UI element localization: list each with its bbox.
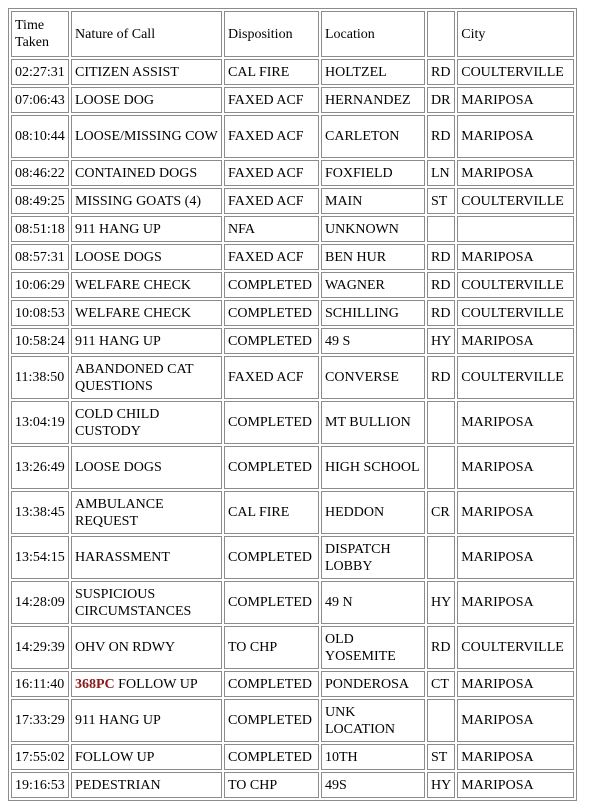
- cell-nature-of-call: [71, 328, 222, 354]
- cell-disposition: TO CHP: [224, 772, 319, 798]
- cell-street-suffix: RD: [427, 272, 455, 298]
- cell-disposition: COMPLETED: [224, 536, 319, 579]
- nature-text: 911 HANG UP: [75, 221, 161, 237]
- nature-text: LOOSE/MISSING COW: [75, 129, 218, 144]
- table-row: [11, 59, 574, 85]
- cell-street-suffix: HY: [427, 581, 455, 624]
- cell-nature-of-call: [71, 115, 222, 158]
- cell-time-taken: 08:51:18: [11, 216, 69, 242]
- nature-text: 911 HANG UP: [75, 713, 161, 728]
- nature-text: LOOSE DOG: [75, 92, 154, 108]
- cell-disposition: COMPLETED: [224, 328, 319, 354]
- cell-street-suffix: DR: [427, 87, 455, 113]
- nature-text: FOLLOW UP: [118, 676, 198, 692]
- cell-time-taken: 13:26:49: [11, 446, 69, 489]
- penal-code-label: 368PC: [75, 676, 115, 692]
- header-location: Location: [321, 11, 425, 57]
- cell-disposition: TO CHP: [224, 626, 319, 669]
- table-row: [11, 744, 574, 770]
- cell-disposition: CAL FIRE: [224, 59, 319, 85]
- header-time-taken: Time Taken: [11, 11, 69, 57]
- cell-location: SCHILLING: [321, 300, 425, 326]
- cell-location: 49S: [321, 772, 425, 798]
- cell-city: MARIPOSA: [457, 244, 574, 270]
- nature-text: COLD CHILD CUSTODY: [75, 406, 160, 439]
- nature-text: AMBULANCE REQUEST: [75, 496, 164, 529]
- cell-time-taken: 13:38:45: [11, 491, 69, 534]
- table-row: [11, 401, 574, 444]
- cell-time-taken: 14:28:09: [11, 581, 69, 624]
- table-row: [11, 536, 574, 579]
- cell-disposition: FAXED ACF: [224, 356, 319, 399]
- cell-location: 10TH: [321, 744, 425, 770]
- cell-location: PONDEROSA: [321, 671, 425, 697]
- cell-nature-of-call: [71, 536, 222, 579]
- cell-location: FOXFIELD: [321, 160, 425, 186]
- cell-street-suffix: CT: [427, 671, 455, 697]
- cell-street-suffix: CR: [427, 491, 455, 534]
- cell-nature-of-call: [71, 446, 222, 489]
- cell-time-taken: 16:11:40: [11, 671, 69, 697]
- table-row: [11, 188, 574, 214]
- cell-location: MT BULLION: [321, 401, 425, 444]
- cell-time-taken: 08:10:44: [11, 115, 69, 158]
- cell-nature-of-call: [71, 671, 222, 697]
- cell-location: CARLETON: [321, 115, 425, 158]
- table-row: [11, 328, 574, 354]
- header-street-suffix: [427, 11, 455, 57]
- cell-city: MARIPOSA: [457, 772, 574, 798]
- table-row: [11, 244, 574, 270]
- cell-city: COULTERVILLE: [457, 59, 574, 85]
- cell-location: CONVERSE: [321, 356, 425, 399]
- cell-location: 49 S: [321, 328, 425, 354]
- cell-city: COULTERVILLE: [457, 272, 574, 298]
- cell-city: MARIPOSA: [457, 115, 574, 158]
- cell-city: COULTERVILLE: [457, 356, 574, 399]
- header-city: City: [457, 11, 574, 57]
- call-log-body: [11, 59, 574, 798]
- cell-nature-of-call: [71, 356, 222, 399]
- cell-disposition: CAL FIRE: [224, 491, 319, 534]
- cell-street-suffix: RD: [427, 244, 455, 270]
- cell-time-taken: 10:06:29: [11, 272, 69, 298]
- cell-city: MARIPOSA: [457, 328, 574, 354]
- cell-disposition: COMPLETED: [224, 300, 319, 326]
- cell-nature-of-call: [71, 401, 222, 444]
- cell-location: UNK LOCATION: [321, 699, 425, 742]
- cell-time-taken: 10:08:53: [11, 300, 69, 326]
- cell-nature-of-call: [71, 188, 222, 214]
- cell-time-taken: 13:54:15: [11, 536, 69, 579]
- cell-disposition: FAXED ACF: [224, 188, 319, 214]
- cell-disposition: NFA: [224, 216, 319, 242]
- table-row: [11, 216, 574, 242]
- cell-street-suffix: RD: [427, 59, 455, 85]
- nature-text: WELFARE CHECK: [75, 305, 192, 321]
- cell-city: COULTERVILLE: [457, 626, 574, 669]
- cell-nature-of-call: [71, 272, 222, 298]
- cell-location: BEN HUR: [321, 244, 425, 270]
- cell-time-taken: 17:55:02: [11, 744, 69, 770]
- cell-time-taken: 02:27:31: [11, 59, 69, 85]
- cell-street-suffix: [427, 401, 455, 444]
- cell-time-taken: 10:58:24: [11, 328, 69, 354]
- cell-location: HOLTZEL: [321, 59, 425, 85]
- nature-text: 911 HANG UP: [75, 333, 161, 349]
- nature-text: MISSING GOATS (4): [75, 193, 202, 209]
- cell-nature-of-call: [71, 244, 222, 270]
- table-row: [11, 491, 574, 534]
- cell-city: [457, 216, 574, 242]
- cell-city: MARIPOSA: [457, 160, 574, 186]
- cell-disposition: COMPLETED: [224, 744, 319, 770]
- cell-street-suffix: RD: [427, 300, 455, 326]
- cell-location: 49 N: [321, 581, 425, 624]
- nature-text: WELFARE CHECK: [75, 277, 192, 293]
- cell-street-suffix: [427, 699, 455, 742]
- cell-street-suffix: ST: [427, 744, 455, 770]
- cell-location: OLD YOSEMITE: [321, 626, 425, 669]
- cell-street-suffix: [427, 536, 455, 579]
- nature-text: SUSPICIOUS CIRCUMSTANCES: [75, 586, 192, 619]
- table-row: [11, 160, 574, 186]
- nature-text: FOLLOW UP: [75, 749, 155, 765]
- header-nature-of-call: Nature of Call: [71, 11, 222, 57]
- cell-city: MARIPOSA: [457, 446, 574, 489]
- cell-nature-of-call: [71, 581, 222, 624]
- cell-disposition: FAXED ACF: [224, 160, 319, 186]
- cell-disposition: COMPLETED: [224, 446, 319, 489]
- cell-time-taken: 13:04:19: [11, 401, 69, 444]
- cell-street-suffix: [427, 446, 455, 489]
- cell-time-taken: 07:06:43: [11, 87, 69, 113]
- cell-location: HIGH SCHOOL: [321, 446, 425, 489]
- cell-disposition: FAXED ACF: [224, 115, 319, 158]
- table-row: [11, 87, 574, 113]
- cell-time-taken: 08:49:25: [11, 188, 69, 214]
- table-row: [11, 356, 574, 399]
- cell-nature-of-call: [71, 699, 222, 742]
- cell-location: MAIN: [321, 188, 425, 214]
- cell-disposition: COMPLETED: [224, 699, 319, 742]
- cell-disposition: COMPLETED: [224, 272, 319, 298]
- cell-disposition: COMPLETED: [224, 401, 319, 444]
- cell-disposition: FAXED ACF: [224, 87, 319, 113]
- cell-nature-of-call: [71, 59, 222, 85]
- cell-city: COULTERVILLE: [457, 188, 574, 214]
- cell-location: DISPATCH LOBBY: [321, 536, 425, 579]
- cell-street-suffix: [427, 216, 455, 242]
- table-row: [11, 115, 574, 158]
- cell-time-taken: 19:16:53: [11, 772, 69, 798]
- nature-text: PEDESTRIAN: [75, 777, 161, 793]
- nature-text: CITIZEN ASSIST: [75, 64, 179, 80]
- table-row: [11, 581, 574, 624]
- cell-city: MARIPOSA: [457, 671, 574, 697]
- nature-text: LOOSE DOGS: [75, 249, 162, 265]
- cell-nature-of-call: [71, 216, 222, 242]
- nature-text: ABANDONED CAT QUESTIONS: [75, 361, 194, 394]
- cell-street-suffix: ST: [427, 188, 455, 214]
- cell-location: HEDDON: [321, 491, 425, 534]
- cell-city: MARIPOSA: [457, 536, 574, 579]
- cell-nature-of-call: [71, 160, 222, 186]
- cell-nature-of-call: [71, 772, 222, 798]
- cell-street-suffix: HY: [427, 328, 455, 354]
- table-row: [11, 626, 574, 669]
- nature-text: HARASSMENT: [75, 550, 170, 565]
- table-row: [11, 772, 574, 798]
- cell-city: MARIPOSA: [457, 581, 574, 624]
- cell-city: COULTERVILLE: [457, 300, 574, 326]
- cell-street-suffix: RD: [427, 626, 455, 669]
- cell-street-suffix: RD: [427, 115, 455, 158]
- cell-nature-of-call: [71, 626, 222, 669]
- table-row: [11, 446, 574, 489]
- cell-time-taken: 08:46:22: [11, 160, 69, 186]
- cell-time-taken: 08:57:31: [11, 244, 69, 270]
- call-log-table: [8, 8, 577, 801]
- cell-time-taken: 14:29:39: [11, 626, 69, 669]
- cell-city: MARIPOSA: [457, 401, 574, 444]
- cell-street-suffix: LN: [427, 160, 455, 186]
- cell-disposition: COMPLETED: [224, 581, 319, 624]
- cell-nature-of-call: [71, 491, 222, 534]
- header-row: [11, 11, 574, 57]
- nature-text: CONTAINED DOGS: [75, 165, 198, 181]
- table-row: [11, 699, 574, 742]
- table-row: [11, 671, 574, 697]
- header-disposition: Disposition: [224, 11, 319, 57]
- cell-city: MARIPOSA: [457, 87, 574, 113]
- call-log: [8, 8, 577, 801]
- cell-nature-of-call: [71, 300, 222, 326]
- nature-text: OHV ON RDWY: [75, 640, 176, 655]
- table-row: [11, 272, 574, 298]
- table-row: [11, 300, 574, 326]
- cell-time-taken: 11:38:50: [11, 356, 69, 399]
- nature-text: LOOSE DOGS: [75, 460, 162, 475]
- cell-disposition: FAXED ACF: [224, 244, 319, 270]
- cell-city: MARIPOSA: [457, 699, 574, 742]
- cell-city: MARIPOSA: [457, 491, 574, 534]
- cell-location: WAGNER: [321, 272, 425, 298]
- cell-disposition: COMPLETED: [224, 671, 319, 697]
- cell-street-suffix: HY: [427, 772, 455, 798]
- cell-location: UNKNOWN: [321, 216, 425, 242]
- cell-nature-of-call: [71, 87, 222, 113]
- cell-nature-of-call: [71, 744, 222, 770]
- cell-location: HERNANDEZ: [321, 87, 425, 113]
- cell-street-suffix: RD: [427, 356, 455, 399]
- cell-city: MARIPOSA: [457, 744, 574, 770]
- cell-time-taken: 17:33:29: [11, 699, 69, 742]
